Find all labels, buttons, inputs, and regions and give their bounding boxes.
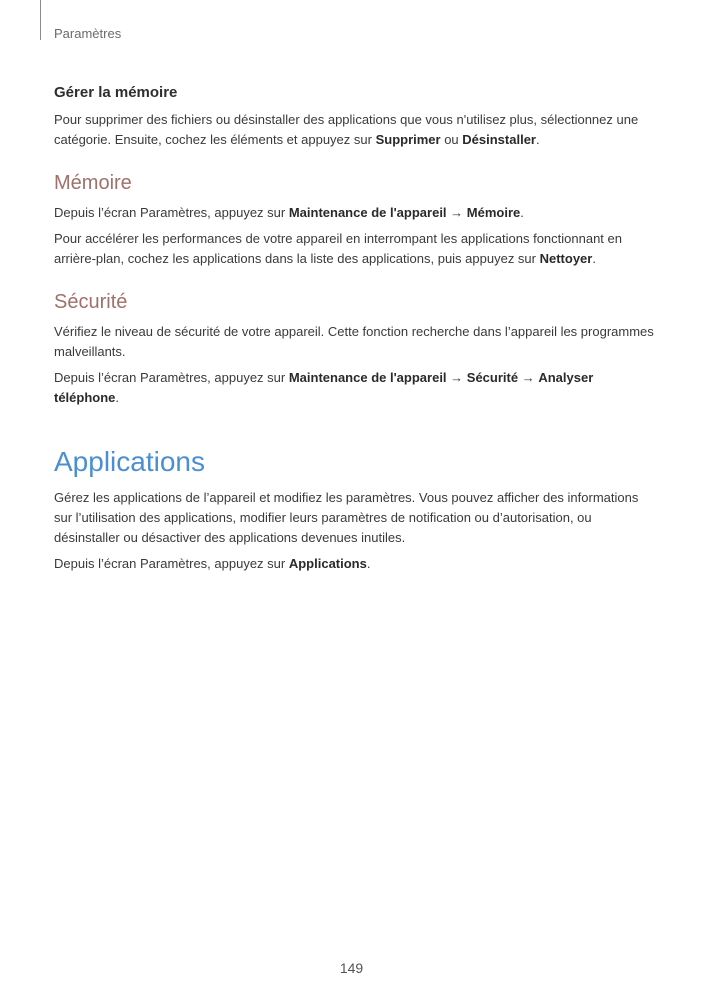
- security-description: Vérifiez le niveau de sécurité de votre appareil. Cette fonction recherche dans l’appareil les programmes malveillants.: [54, 324, 654, 359]
- memory-path-paragraph: Depuis l’écran Paramètres, appuyez sur Maintenance de l'appareil → Mémoire.: [54, 205, 524, 220]
- memory-management-paragraph: Pour supprimer des fichiers ou désinstaller des applications que vous n'utilisez plus, sélectionnez une catégorie. Ensuite, cochez les éléments et appuyez sur Supprimer ou Désinstaller.: [54, 112, 639, 147]
- page-number: 149: [339, 960, 364, 976]
- security-heading: Sécurité: [54, 291, 128, 313]
- applications-path-paragraph: Depuis l’écran Paramètres, appuyez sur Applications.: [54, 556, 371, 571]
- security-path-paragraph: Depuis l’écran Paramètres, appuyez sur Maintenance de l'appareil → Sécurité → Analyser téléphone.: [54, 370, 594, 405]
- memory-clean-paragraph: Pour accélérer les performances de votre appareil en interrompant les applications fonctionnant en arrière-plan, cochez les applications dans la liste des applications, puis appuyez sur Nettoyer.: [54, 231, 622, 266]
- memory-heading: Mémoire: [54, 172, 132, 194]
- page-content: [54, 84, 654, 580]
- applications-description: Gérez les applications de l’appareil et modifiez les paramètres. Vous pouvez afficher des informations sur l’utilisation des applications, modifier leurs paramètres de notification ou d’autorisation, ou désinstaller ou désactiver des applications devenues inutiles.: [54, 490, 639, 545]
- header-rule: [40, 0, 41, 40]
- memory-management-heading: Gérer la mémoire: [54, 84, 178, 101]
- running-header: Paramètres: [54, 26, 122, 41]
- applications-heading: Applications: [54, 446, 205, 477]
